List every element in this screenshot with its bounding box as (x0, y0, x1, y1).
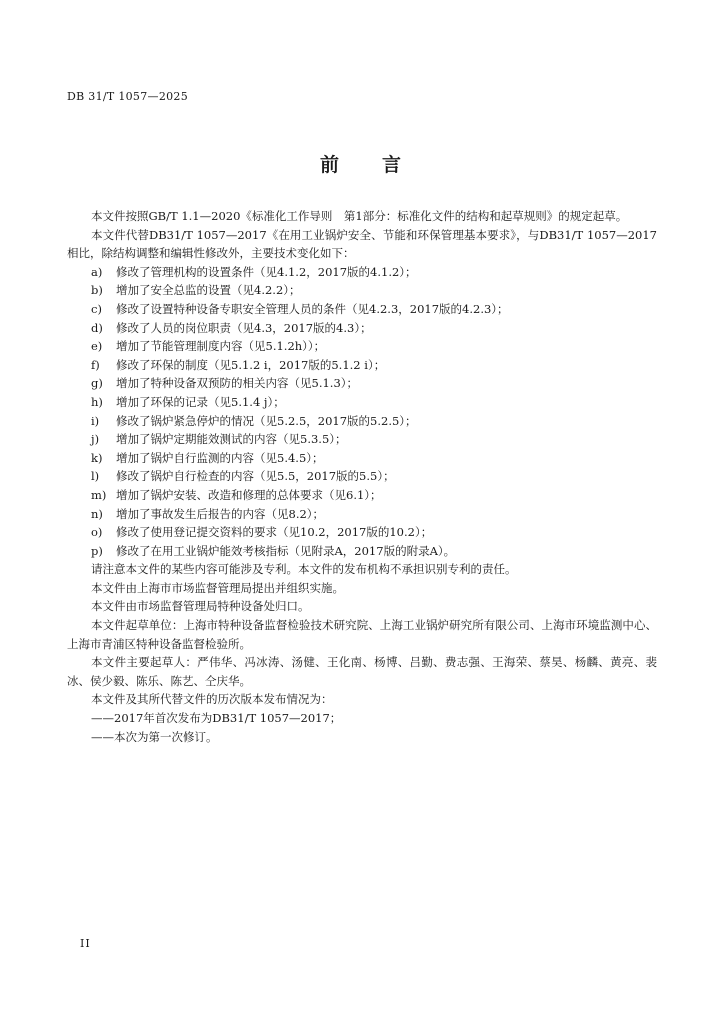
proposer-paragraph: 本文件由上海市市场监督管理局提出并组织实施。 (91, 580, 344, 595)
list-item-label: o) (91, 525, 103, 540)
history-item: ——本次为第一次修订。 (91, 729, 218, 744)
list-item-label: d) (91, 320, 103, 335)
list-item (67, 281, 657, 300)
list-item-text: 修改了使用登记提交资料的要求（见10.2，2017版的10.2）； (116, 525, 433, 540)
list-item-text: 增加了节能管理制度内容（见5.1.2h））； (116, 339, 326, 354)
title-char-1: 前 (319, 154, 342, 176)
list-item (67, 542, 657, 561)
intro-paragraph: 本文件代替DB31/T 1057—2017《在用工业锅炉安全、节能和环保管理基本要求》，与DB31/T 1057—2017相比，除结构调整和编辑性修改外，主要技术变化如下： (67, 227, 657, 261)
list-item-text: 修改了管理机构的设置条件（见4.1.2，2017版的4.1.2）； (116, 264, 417, 279)
list-item (67, 505, 657, 524)
list-item (67, 374, 657, 393)
list-item-label: p) (91, 543, 103, 558)
list-item-label: c) (91, 301, 102, 316)
list-item-label: b) (91, 283, 103, 298)
list-item (67, 486, 657, 505)
list-item-label: n) (91, 506, 103, 521)
list-item (67, 523, 657, 542)
list-item-text: 增加了特种设备双预防的相关内容（见5.1.3）； (116, 376, 359, 391)
page-title (0, 150, 724, 177)
history-intro-paragraph: 本文件及其所代替文件的历次版本发布情况为： (91, 692, 333, 707)
list-item-text: 增加了锅炉自行监测的内容（见5.4.5）； (116, 450, 324, 465)
list-item (67, 300, 657, 319)
list-item-label: f) (91, 357, 100, 372)
drafters-paragraph: 本文件主要起草人：严伟华、冯冰涛、汤健、王化南、杨博、吕勤、费志强、王海荣、蔡昊、杨麟、黄亮、裴冰、侯少毅、陈乐、陈艺、仝庆华。 (67, 655, 657, 688)
patent-notice: 请注意本文件的某些内容可能涉及专利。本文件的发布机构不承担识别专利的责任。 (91, 562, 517, 577)
list-item (67, 393, 657, 412)
list-item (67, 263, 657, 282)
list-item (67, 356, 657, 375)
history-item: ——2017年首次发布为DB31/T 1057—2017； (91, 711, 342, 726)
list-item-label: i) (91, 413, 100, 428)
list-item-text: 增加了事故发生后报告的内容（见8.2）； (116, 506, 325, 521)
list-item-text: 修改了锅炉紧急停炉的情况（见5.2.5，2017版的5.2.5）； (116, 413, 417, 428)
list-item-text: 增加了安全总监的设置（见4.2.2）； (116, 283, 301, 298)
list-item-text: 增加了锅炉安装、改造和修理的总体要求（见6.1）； (116, 487, 382, 502)
list-item-label: k) (91, 450, 103, 465)
list-item-text: 修改了人员的岗位职责（见4.3，2017版的4.3）； (116, 320, 372, 335)
list-item (67, 319, 657, 338)
list-item-text: 修改了在用工业锅炉能效考核指标（见附录A，2017版的附录A）。 (116, 543, 456, 558)
list-item-text: 增加了锅炉定期能效测试的内容（见5.3.5）； (116, 432, 347, 447)
list-item (67, 430, 657, 449)
list-item (67, 449, 657, 468)
list-item-text: 修改了锅炉自行检查的内容（见5.5，2017版的5.5）； (116, 469, 395, 484)
title-char-2: 言 (382, 154, 405, 176)
intro-paragraph: 本文件按照GB/T 1.1—2020《标准化工作导则 第1部分：标准化文件的结构和起草规则》的规定起草。 (91, 209, 628, 223)
list-item-label: m) (91, 487, 107, 502)
list-item-label: h) (91, 394, 103, 409)
list-item-text: 修改了设置特种设备专职安全管理人员的条件（见4.2.3，2017版的4.2.3）； (116, 301, 509, 316)
drafting-units-paragraph: 本文件起草单位：上海市特种设备监督检验技术研究院、上海工业锅炉研究所有限公司、上海市环境监测中心、上海市青浦区特种设备监督检验所。 (67, 618, 657, 651)
list-item-label: j) (91, 432, 100, 447)
document-body (67, 207, 657, 746)
list-item-label: g) (91, 376, 103, 391)
list-item-label: a) (91, 264, 103, 279)
administrator-paragraph: 本文件由市场监督管理局特种设备处归口。 (91, 599, 310, 614)
list-item (67, 412, 657, 431)
document-code: DB 31/T 1057—2025 (67, 90, 189, 103)
list-item-text: 修改了环保的制度（见5.1.2 i，2017版的5.1.2 i）； (116, 357, 386, 372)
list-item-label: l) (91, 469, 100, 484)
list-item (67, 467, 657, 486)
page-number: II (80, 937, 91, 950)
list-item (67, 337, 657, 356)
list-item-label: e) (91, 339, 103, 354)
changes-list (67, 263, 657, 561)
list-item-text: 增加了环保的记录（见5.1.4 j）； (116, 394, 285, 409)
